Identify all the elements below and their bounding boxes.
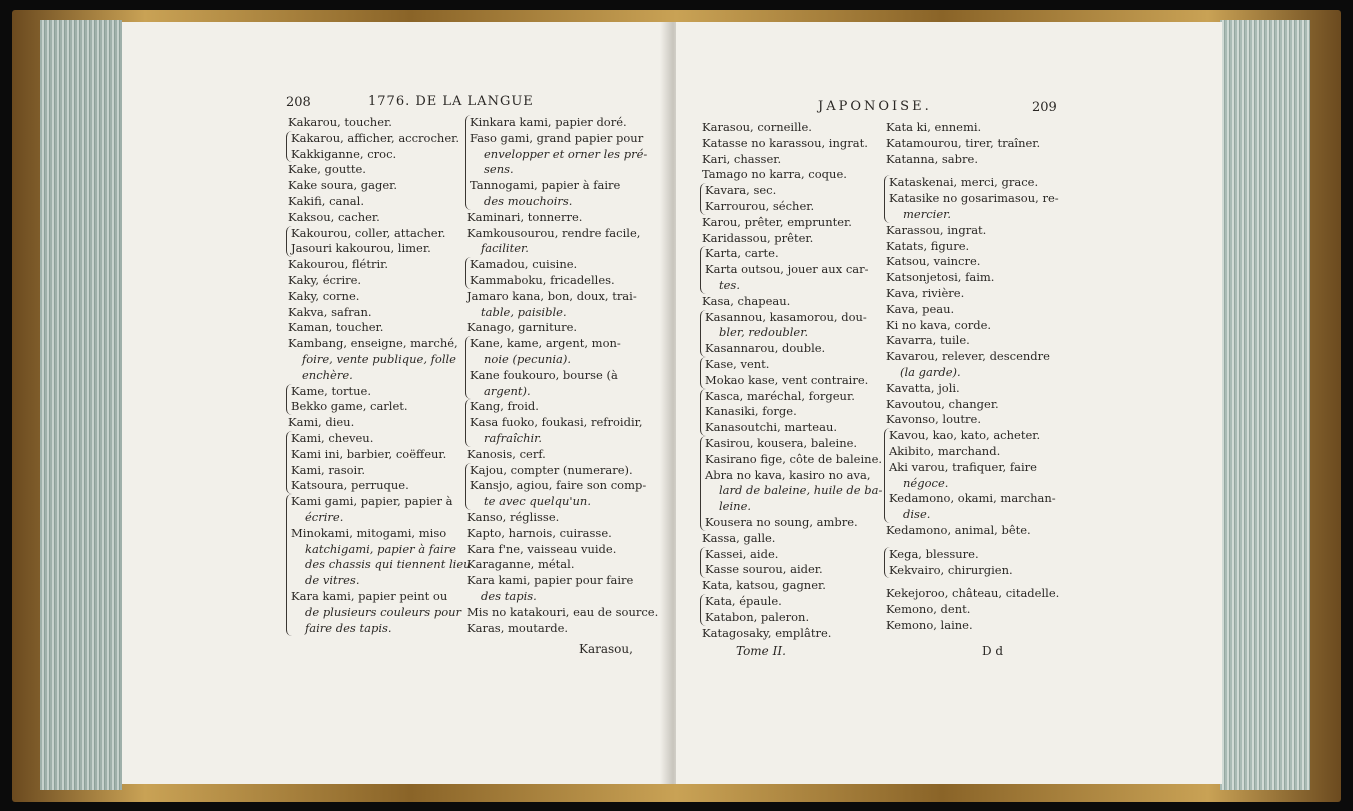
entry-text: Kaky, écrire. bbox=[288, 272, 362, 287]
entry-text: Mis no katakouri, eau de source. bbox=[467, 604, 659, 619]
entry-line bbox=[467, 542, 647, 558]
entry-text: leine. bbox=[719, 499, 752, 514]
entry-line bbox=[291, 510, 463, 526]
entry-text: Akibito, marchand. bbox=[889, 443, 1001, 458]
entry-line bbox=[702, 578, 882, 594]
entry-text: faciliter. bbox=[481, 241, 529, 256]
entry-text: Kaminari, tonnerre. bbox=[467, 209, 583, 224]
entry-text: Katsoura, perruque. bbox=[291, 478, 409, 493]
entry-text: Kang, froid. bbox=[470, 399, 539, 414]
right-column-2 bbox=[886, 120, 1066, 634]
entry-text: Kavarra, tuile. bbox=[886, 333, 970, 348]
entry-text: katchigami, papier à faire bbox=[305, 541, 456, 556]
entry-line bbox=[470, 368, 647, 384]
entry-text: Kara f'ne, vaisseau vuide. bbox=[467, 541, 617, 556]
entry-line bbox=[288, 415, 463, 431]
entry-line bbox=[889, 563, 1066, 579]
entry-line bbox=[886, 381, 1066, 397]
bracket-group bbox=[700, 547, 882, 579]
entry-text: Kami gami, papier, papier à bbox=[291, 494, 453, 509]
bracket-group bbox=[884, 175, 1066, 222]
entry-line bbox=[886, 412, 1066, 428]
bracket-group bbox=[465, 463, 647, 510]
entry-text: Kaksou, cacher. bbox=[288, 209, 380, 224]
entry-line bbox=[705, 325, 882, 341]
entry-text: Kakourou, flétrir. bbox=[288, 257, 389, 272]
entry-line bbox=[288, 115, 463, 131]
entry-text: Katamourou, tirer, traîner. bbox=[886, 135, 1041, 150]
entry-text: Kami, dieu. bbox=[288, 415, 355, 430]
bracket-group bbox=[700, 436, 882, 531]
entry-line bbox=[889, 491, 1066, 507]
entry-text: Kasa fuoko, foukasi, refroidir, bbox=[470, 415, 643, 430]
entry-text: Karasou, corneille. bbox=[702, 120, 812, 134]
entry-line bbox=[886, 618, 1066, 634]
bracket-group bbox=[286, 384, 463, 416]
right-column-1 bbox=[702, 120, 882, 641]
entry-line bbox=[705, 246, 882, 262]
entry-line bbox=[288, 336, 463, 352]
bracket-group bbox=[465, 399, 647, 446]
entry-text: Katats, figure. bbox=[886, 238, 970, 253]
entry-line bbox=[886, 302, 1066, 318]
entry-line bbox=[291, 131, 463, 147]
running-head-right: JAPONOISE. bbox=[818, 99, 932, 114]
bracket-group bbox=[465, 115, 647, 210]
entry-text: Kake soura, gager. bbox=[288, 178, 398, 193]
running-head-left: 1776. DE LA LANGUE bbox=[368, 94, 534, 109]
entry-line bbox=[889, 476, 1066, 492]
entry-line bbox=[291, 526, 463, 542]
entry-line bbox=[288, 210, 463, 226]
entry-line bbox=[705, 515, 882, 531]
entry-line bbox=[705, 547, 882, 563]
footer-volume: Tome II. bbox=[736, 644, 786, 658]
entry-text: Kara kami, papier pour faire bbox=[467, 573, 634, 588]
entry-line bbox=[470, 178, 647, 194]
entry-line bbox=[288, 368, 463, 384]
entry-line bbox=[705, 278, 882, 294]
entry-text: Kami, rasoir. bbox=[291, 462, 366, 477]
entry-line bbox=[467, 210, 647, 226]
entry-line bbox=[886, 239, 1066, 255]
entry-text: Kanosis, cerf. bbox=[467, 446, 546, 461]
entry-line bbox=[702, 136, 882, 152]
entry-line bbox=[889, 175, 1066, 191]
entry-text: Kavara, sec. bbox=[705, 183, 777, 198]
entry-text: Kakourou, coller, attacher. bbox=[291, 225, 446, 240]
entry-text: Kemono, dent. bbox=[886, 602, 971, 617]
entry-line bbox=[886, 254, 1066, 270]
entry-text: Kekvairo, chirurgien. bbox=[889, 562, 1013, 577]
entry-line bbox=[889, 547, 1066, 563]
entry-text: Karidassou, prêter. bbox=[702, 230, 814, 245]
entry-line bbox=[705, 199, 882, 215]
entry-line bbox=[886, 523, 1066, 539]
entry-text: Kinkara kami, papier doré. bbox=[470, 115, 627, 129]
entry-line bbox=[470, 273, 647, 289]
entry-line bbox=[291, 557, 471, 573]
entry-text: Kamkousourou, rendre facile, bbox=[467, 225, 641, 240]
entry-text: Kavoutou, changer. bbox=[886, 396, 999, 411]
entry-text: enchère. bbox=[302, 367, 353, 382]
entry-text: Kansjo, agiou, faire son comp- bbox=[470, 478, 647, 493]
entry-line bbox=[288, 273, 463, 289]
entry-line bbox=[470, 115, 647, 131]
entry-line bbox=[467, 226, 647, 242]
entry-line bbox=[889, 507, 1066, 523]
entry-line bbox=[705, 183, 882, 199]
entry-line bbox=[705, 610, 882, 626]
entry-text: des tapis. bbox=[481, 588, 537, 603]
entry-line bbox=[467, 289, 647, 305]
entry-text: Kava, peau. bbox=[886, 301, 955, 316]
bracket-group bbox=[700, 310, 882, 357]
left-column-1 bbox=[288, 115, 471, 636]
entry-text: de vitres. bbox=[305, 573, 360, 588]
entry-line bbox=[702, 531, 882, 547]
entry-text: Kasannarou, double. bbox=[705, 341, 826, 356]
entry-text: Kava, rivière. bbox=[886, 285, 965, 300]
entry-text: Kanago, garniture. bbox=[467, 320, 578, 335]
bracket-group bbox=[286, 131, 463, 163]
entry-line bbox=[705, 341, 882, 357]
entry-line bbox=[470, 257, 647, 273]
entry-text: foire, vente publique, folle bbox=[302, 351, 456, 366]
entry-text: Kavou, kao, kato, acheter. bbox=[889, 428, 1041, 443]
entry-text: Kassei, aide. bbox=[705, 546, 779, 561]
entry-line bbox=[291, 621, 463, 637]
entry-line bbox=[291, 478, 463, 494]
entry-text: Kataskenai, merci, grace. bbox=[889, 175, 1039, 190]
entry-line bbox=[467, 557, 647, 573]
catchword: Karasou, bbox=[579, 642, 633, 656]
entry-text: Kakarou, afficher, accrocher. bbox=[291, 130, 460, 145]
entry-line bbox=[889, 428, 1066, 444]
entry-text: des mouchoirs. bbox=[484, 193, 573, 208]
entry-text: Kanasoutchi, marteau. bbox=[705, 420, 838, 435]
entry-line bbox=[467, 526, 647, 542]
entry-text: Kari, chasser. bbox=[702, 151, 782, 166]
entry-line bbox=[467, 621, 647, 637]
entry-text: Kammaboku, fricadelles. bbox=[470, 272, 615, 287]
entry-line bbox=[702, 626, 882, 642]
bracket-group bbox=[700, 183, 882, 215]
entry-text: table, paisible. bbox=[481, 304, 567, 319]
entry-text: Karaganne, métal. bbox=[467, 557, 575, 572]
entry-text: Kanasiki, forge. bbox=[705, 404, 797, 419]
entry-line bbox=[886, 270, 1066, 286]
entry-line bbox=[702, 167, 882, 183]
entry-line bbox=[291, 447, 463, 463]
entry-line bbox=[291, 605, 463, 621]
entry-text: tes. bbox=[719, 277, 740, 292]
entry-line bbox=[470, 147, 647, 163]
entry-text: Katsonjetosi, faim. bbox=[886, 270, 995, 285]
entry-text: Kousera no soung, ambre. bbox=[705, 514, 858, 529]
entry-line bbox=[288, 305, 463, 321]
entry-line bbox=[470, 463, 647, 479]
entry-line bbox=[291, 463, 463, 479]
entry-text: Kami ini, barbier, coëffeur. bbox=[291, 446, 447, 461]
entry-line bbox=[470, 415, 647, 431]
entry-text: Kata, épaule. bbox=[705, 593, 782, 608]
entry-text: écrire. bbox=[305, 509, 344, 524]
entry-line bbox=[467, 573, 647, 589]
entry-text: Kasa, chapeau. bbox=[702, 293, 791, 308]
entry-line bbox=[470, 494, 647, 510]
entry-line bbox=[291, 542, 463, 558]
entry-text: argent). bbox=[484, 383, 531, 398]
entry-line bbox=[702, 120, 882, 136]
bracket-group bbox=[700, 389, 882, 436]
entry-line bbox=[705, 452, 882, 468]
entry-line bbox=[291, 241, 463, 257]
entry-line bbox=[467, 510, 647, 526]
entry-text: négoce. bbox=[903, 475, 949, 490]
bracket-group bbox=[700, 594, 882, 626]
entry-text: Jasouri kakourou, limer. bbox=[291, 241, 431, 256]
entry-line bbox=[705, 483, 882, 499]
entry-text: Kapto, harnois, cuirasse. bbox=[467, 525, 612, 540]
entry-line bbox=[705, 499, 882, 515]
entry-line bbox=[886, 539, 1066, 547]
entry-text: Mokao kase, vent contraire. bbox=[705, 372, 869, 387]
entry-text: Kanso, réglisse. bbox=[467, 509, 560, 524]
entry-line bbox=[470, 384, 647, 400]
entry-text: Kamadou, cuisine. bbox=[470, 257, 578, 272]
entry-text: Kami, cheveu. bbox=[291, 430, 374, 445]
entry-text: des chassis qui tiennent lieu bbox=[305, 557, 471, 572]
entry-line bbox=[291, 494, 463, 510]
entry-text: Kasirou, kousera, baleine. bbox=[705, 435, 858, 450]
entry-line bbox=[889, 460, 1066, 476]
entry-line bbox=[288, 178, 463, 194]
entry-text: Kavarou, relever, descendre bbox=[886, 349, 1050, 364]
entry-text: Kara kami, papier peint ou bbox=[291, 588, 448, 603]
signature-mark: D d bbox=[982, 644, 1004, 658]
entry-line bbox=[886, 152, 1066, 168]
entry-line bbox=[288, 162, 463, 178]
entry-line bbox=[291, 589, 463, 605]
entry-text: Katasike no gosarimasou, re- bbox=[889, 191, 1059, 206]
entry-line bbox=[886, 318, 1066, 334]
entry-text: Kedamono, okami, marchan- bbox=[889, 491, 1056, 506]
entry-line bbox=[886, 578, 1066, 586]
entry-line bbox=[702, 231, 882, 247]
entry-text: Katabon, paleron. bbox=[705, 609, 810, 624]
entry-line bbox=[889, 444, 1066, 460]
entry-line bbox=[291, 384, 463, 400]
bracket-group bbox=[700, 357, 882, 389]
entry-line bbox=[467, 305, 647, 321]
entry-text: Kasca, maréchal, forgeur. bbox=[705, 388, 855, 403]
entry-line bbox=[702, 152, 882, 168]
entry-text: Kedamono, animal, bête. bbox=[886, 522, 1031, 537]
entry-text: faire des tapis. bbox=[305, 620, 392, 635]
entry-line bbox=[288, 257, 463, 273]
entry-text: Kata ki, ennemi. bbox=[886, 120, 982, 134]
entry-line bbox=[886, 286, 1066, 302]
entry-line bbox=[470, 131, 647, 147]
entry-text: Jamaro kana, bon, doux, trai- bbox=[467, 288, 637, 303]
entry-text: Kaman, toucher. bbox=[288, 320, 384, 335]
entry-text: Kambang, enseigne, marché, bbox=[288, 336, 458, 351]
entry-text: Kavonso, loutre. bbox=[886, 412, 981, 427]
entry-text: lard de baleine, huile de ba- bbox=[719, 483, 883, 498]
entry-line bbox=[702, 215, 882, 231]
entry-line bbox=[470, 352, 647, 368]
entry-text: Kemono, laine. bbox=[886, 617, 973, 632]
entry-line bbox=[886, 223, 1066, 239]
entry-text: Karas, moutarde. bbox=[467, 620, 569, 635]
entry-line bbox=[291, 431, 463, 447]
entry-line bbox=[470, 336, 647, 352]
entry-line bbox=[889, 191, 1066, 207]
entry-line bbox=[702, 294, 882, 310]
entry-line bbox=[288, 194, 463, 210]
entry-line bbox=[288, 352, 463, 368]
entry-text: Katagosaky, emplâtre. bbox=[702, 625, 832, 640]
entry-text: Kakkiganne, croc. bbox=[291, 146, 397, 161]
entry-line bbox=[705, 468, 882, 484]
bracket-group bbox=[286, 226, 463, 258]
entry-line bbox=[467, 320, 647, 336]
entry-text: Faso gami, grand papier pour bbox=[470, 130, 644, 145]
entry-text: Kavatta, joli. bbox=[886, 380, 960, 395]
entry-text: Tamago no karra, coque. bbox=[702, 167, 847, 182]
entry-line bbox=[886, 586, 1066, 602]
entry-text: Karou, prêter, emprunter. bbox=[702, 214, 852, 229]
entry-text: mercier. bbox=[903, 206, 952, 221]
entry-text: Katasse no karassou, ingrat. bbox=[702, 135, 868, 150]
bracket-group bbox=[465, 336, 647, 399]
entry-line bbox=[470, 194, 647, 210]
entry-text: Katanna, sabre. bbox=[886, 151, 978, 166]
entry-line bbox=[291, 147, 463, 163]
entry-text: Karrourou, sécher. bbox=[705, 198, 815, 213]
entry-text: Kasannou, kasamorou, dou- bbox=[705, 309, 867, 324]
entry-text: Kakarou, toucher. bbox=[288, 115, 392, 129]
entry-line bbox=[886, 136, 1066, 152]
page-edges-left bbox=[40, 20, 122, 790]
entry-text: noie (pecunia). bbox=[484, 351, 572, 366]
entry-text: Bekko game, carlet. bbox=[291, 399, 408, 414]
entry-line bbox=[705, 436, 882, 452]
entry-text: Kajou, compter (numerare). bbox=[470, 462, 633, 477]
page-number-right: 209 bbox=[1032, 100, 1057, 115]
entry-text: Karta outsou, jouer aux car- bbox=[705, 262, 869, 277]
entry-line bbox=[288, 289, 463, 305]
entry-line bbox=[705, 420, 882, 436]
entry-text: Kakifi, canal. bbox=[288, 193, 364, 208]
entry-line bbox=[470, 399, 647, 415]
entry-line bbox=[467, 447, 647, 463]
entry-text: te avec quelqu'un. bbox=[484, 494, 591, 509]
entry-line bbox=[470, 431, 647, 447]
entry-text: Kase, vent. bbox=[705, 356, 770, 371]
entry-line bbox=[705, 594, 882, 610]
entry-text: Kakva, safran. bbox=[288, 304, 372, 319]
entry-line bbox=[886, 397, 1066, 413]
left-page bbox=[122, 22, 668, 784]
page-number-left: 208 bbox=[286, 95, 311, 110]
entry-line bbox=[291, 399, 463, 415]
entry-text: Kata, katsou, gagner. bbox=[702, 578, 826, 593]
entry-line bbox=[288, 320, 463, 336]
entry-line bbox=[886, 333, 1066, 349]
bracket-group bbox=[465, 257, 647, 289]
entry-text: Abra no kava, kasiro no ava, bbox=[705, 467, 871, 482]
entry-line bbox=[889, 207, 1066, 223]
page-edges-right bbox=[1220, 20, 1310, 790]
entry-line bbox=[467, 589, 647, 605]
entry-text: Kasirano fige, côte de baleine. bbox=[705, 451, 883, 466]
entry-line bbox=[291, 226, 463, 242]
entry-text: rafraîchir. bbox=[484, 430, 543, 445]
left-column-2 bbox=[467, 115, 659, 636]
entry-text: Kega, blessure. bbox=[889, 546, 979, 561]
bracket-group bbox=[884, 428, 1066, 523]
entry-line bbox=[886, 349, 1066, 365]
entry-text: Kane, kame, argent, mon- bbox=[470, 336, 621, 351]
entry-line bbox=[470, 478, 647, 494]
entry-text: sens. bbox=[484, 162, 514, 177]
entry-text: Kane foukouro, bourse (à bbox=[470, 367, 618, 382]
entry-text: Karta, carte. bbox=[705, 246, 779, 261]
entry-line bbox=[467, 241, 647, 257]
entry-line bbox=[886, 167, 1066, 175]
entry-text: Minokami, mitogami, miso bbox=[291, 525, 447, 540]
entry-text: bler, redoubler. bbox=[719, 325, 809, 340]
entry-line bbox=[705, 562, 882, 578]
entry-text: Kame, tortue. bbox=[291, 383, 372, 398]
entry-text: Kasse sourou, aider. bbox=[705, 562, 823, 577]
bracket-group bbox=[286, 494, 471, 636]
entry-text: Tannogami, papier à faire bbox=[470, 178, 621, 193]
right-page bbox=[676, 22, 1222, 784]
entry-text: Katsou, vaincre. bbox=[886, 254, 981, 269]
entry-line bbox=[467, 604, 659, 621]
entry-line bbox=[291, 573, 463, 589]
entry-line bbox=[886, 365, 1066, 381]
entry-text: Karassou, ingrat. bbox=[886, 222, 987, 237]
bracket-group bbox=[286, 431, 463, 494]
entry-text: Kekejoroo, château, citadelle. bbox=[886, 586, 1060, 601]
entry-line bbox=[886, 120, 1066, 136]
entry-text: Ki no kava, corde. bbox=[886, 317, 992, 332]
bracket-group bbox=[700, 246, 882, 293]
bracket-group bbox=[884, 547, 1066, 579]
entry-line bbox=[705, 404, 882, 420]
entry-text: envelopper et orner les pré- bbox=[484, 146, 648, 161]
entry-line bbox=[705, 389, 882, 405]
entry-text: Kake, goutte. bbox=[288, 162, 366, 177]
entry-line bbox=[886, 602, 1066, 618]
entry-text: Kaky, corne. bbox=[288, 288, 360, 303]
entry-line bbox=[470, 162, 647, 178]
entry-line bbox=[705, 310, 882, 326]
entry-line bbox=[705, 373, 882, 389]
entry-text: Kassa, galle. bbox=[702, 530, 776, 545]
entry-text: Aki varou, trafiquer, faire bbox=[889, 459, 1037, 474]
entry-text: de plusieurs couleurs pour bbox=[305, 604, 462, 619]
entry-line bbox=[705, 357, 882, 373]
entry-text: (la garde). bbox=[900, 364, 961, 379]
entry-text: dise. bbox=[903, 507, 931, 522]
entry-line bbox=[705, 262, 882, 278]
